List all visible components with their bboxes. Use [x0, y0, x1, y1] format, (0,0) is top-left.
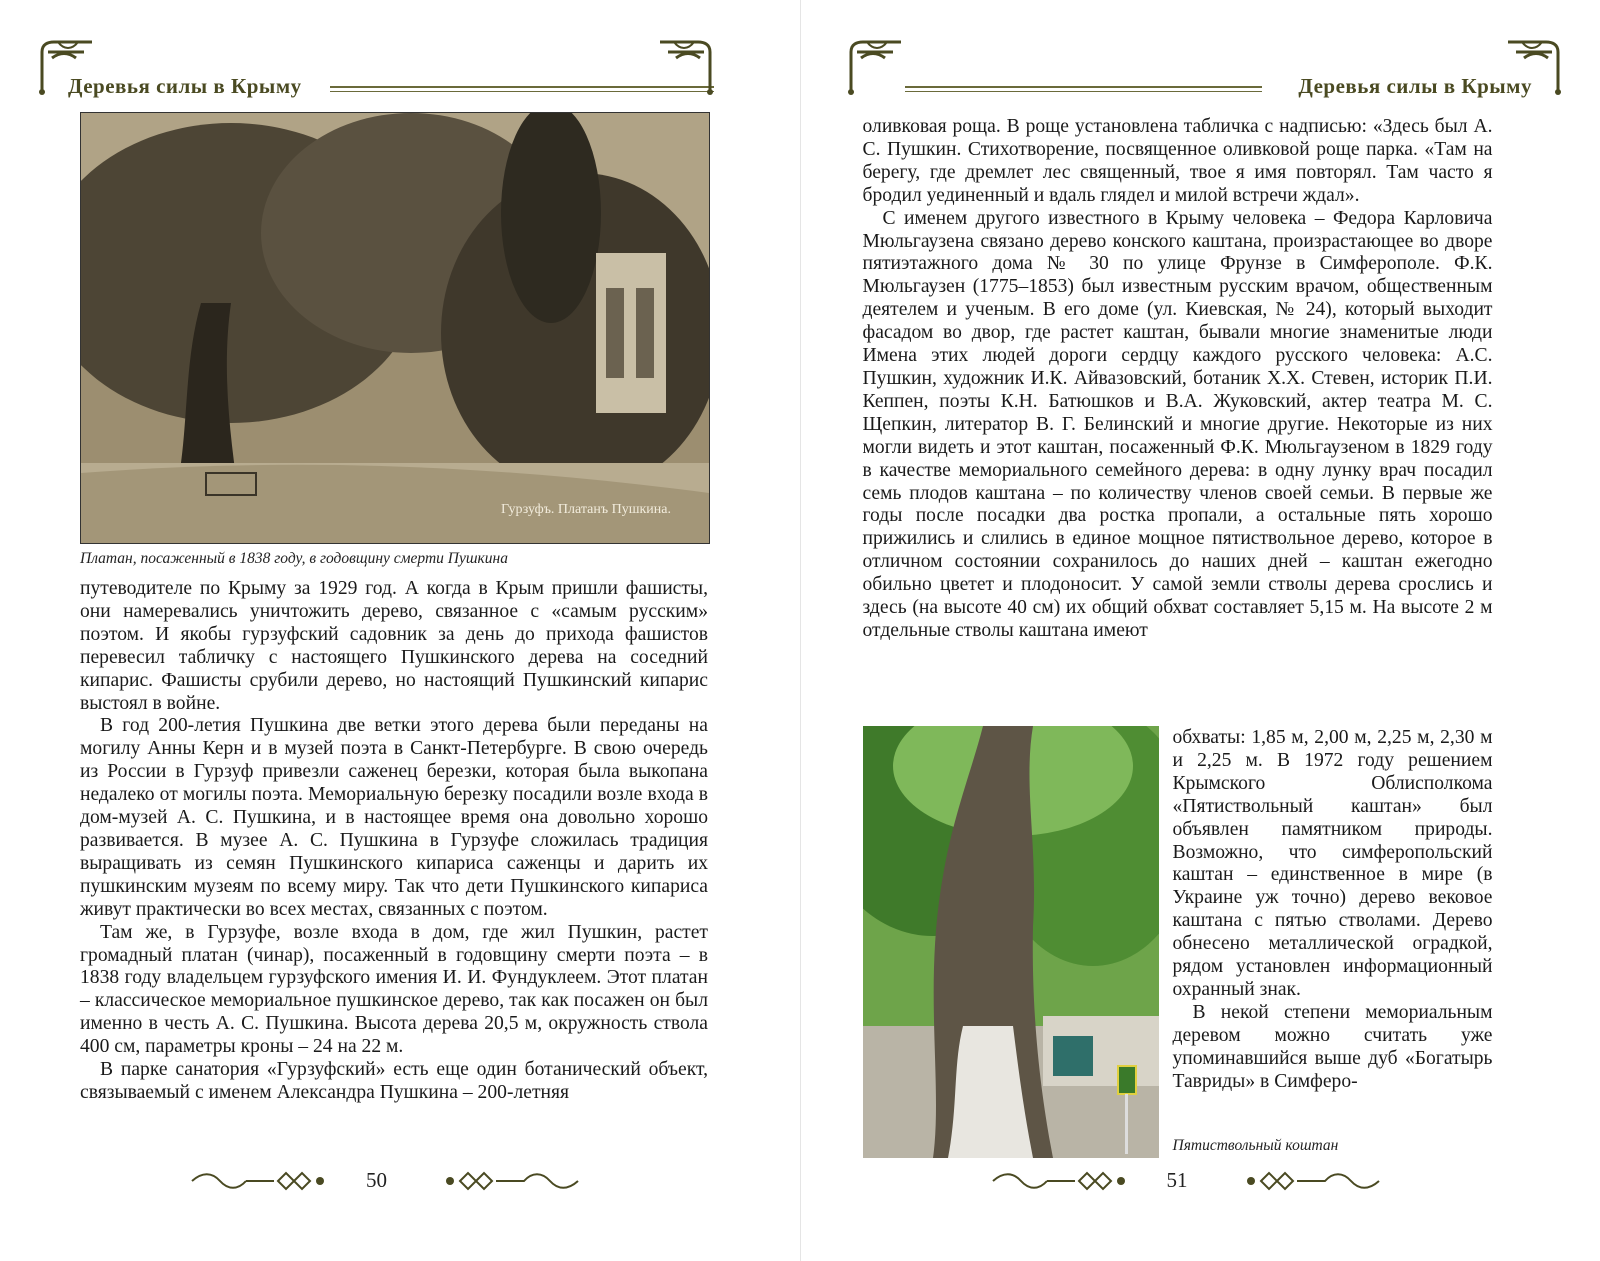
paragraph: В год 200-летия Пушкина две ветки этого дерева были переданы на могилу Анны Керн и в музей поэта в Санкт-Петербурге. В свою очередь из России в Гурзуф привезли саженец березки, которая была выкопана недалеко от могилы поэта. Мемориальную березку посадили возле входа в дом-музей А. С. Пушкина, и в настоящее время она довольно хорошо развивается. В музее А. С. Пушкина в Гурзуфе сложилась традиция выращивать из семян Пушкинского кипариса саженцы и дарить их пушкинским музеям по всему миру. Так что дети Пушкинского кипариса живут практически во всех местах, связанных с поэтом. — [80, 715, 708, 920]
paragraph: В парке санатория «Гурзуфский» есть еще один ботанический объект, связываемый с именем Александра Пушкина – 200-летняя — [80, 1059, 708, 1103]
corner-ornament-icon — [847, 38, 905, 98]
right-body-text — [863, 116, 1493, 643]
right-side-text — [1173, 727, 1493, 1094]
page-header — [839, 38, 1563, 108]
platan-photo — [80, 112, 710, 544]
right-page — [801, 0, 1600, 1261]
running-title: Деревья силы в Крыму — [68, 74, 302, 98]
photo-caption: Платан, посаженный в 1838 году, в годовщину смерти Пушкина — [80, 550, 508, 567]
footer-ornament-icon — [991, 1170, 1131, 1192]
sepia-tree-image — [81, 113, 709, 543]
left-body-text — [80, 578, 708, 1105]
paragraph: путеводителе по Крыму за 1929 год. А когда в Крым пришли фашисты, они намеревались уничтожить дерево, связанное с «самым русским» поэтом. И якобы гурзуфский садовник за день до прихода фашистов перевесил табличку с настоящего Пушкинского дерева на соседний кипарис. Фашисты срубили дерево, но настоящий Пушкинский кипарис выстоял в войне. — [80, 578, 708, 714]
page-number: 51 — [1166, 1168, 1188, 1192]
corner-ornament-icon — [1504, 38, 1562, 98]
paragraph: Там же, в Гурзуфе, возле входа в дом, где жил Пушкин, растет громадный платан (чинар), посаженный в годовщину смерти поэта – в 1838 году владельцем гурзуфского имения И. И. Фундуклеем. Этот платан – классическое мемориальное пушкинское дерево, так как посажен он был именно в честь А. С. Пушкина. Высота дерева 20,5 м, окружность ствола 400 см, параметры кроны – 24 на 22 м. — [80, 921, 708, 1058]
header-rule — [905, 86, 1263, 88]
footer-ornament-icon — [190, 1170, 330, 1192]
paragraph: В некой степени мемориальным деревом можно считать уже упоминавшийся выше дуб «Богатырь Тавриды» в Симферо- — [1172, 1001, 1493, 1092]
photo-caption: Пятиствольный коштан — [1172, 1137, 1339, 1154]
paragraph: С именем другого известного в Крыму человека – Федора Карловича Мюльгаузена связано дерево конского каштана, произрастающее во дворе пятиэтажного дома № 30 по улице Фрунзе в Симферополе. Ф.К. Мюльгаузен (1775–1853) был известным русским врачом, общественным деятелем и ученым. В его доме (ул. Киевская, № 24), который выходит фасадом во двор, где растет каштан, бывали многие знаменитые люди Имена этих людей дороги сердцу каждого русского человека: А.С. Пушкин, художник И.К. Айвазовский, ботаник Х.Х. Стевен, историк П.И. Кеппен, поэты К.Н. Батюшков и В.А. Жуковский, актер театра М. С. Щепкин, литератор В. Г. Белинский и многие другие. Некоторые из них могли видеть и этот каштан, посаженный Ф.К. Мюльгаузеном в 1829 году в качестве мемориального семейного дерева: в одну лунку врач посадил семь плодов каштана – по количеству членов своей семьи. В первые же годы после посадки два ростка пропали, а остальные пять хорошо прижились и слились в единое мощное пятиствольное дерево, которое в отличном состоянии сохранилось до наших дней – каштан ежегодно обильно цветет и плодоносит. У самой земли стволы дерева срослись и здесь (на высоте 40 см) их общий обхват составляет 5,15 м. На высоте 2 м отдельные стволы каштана имеют — [862, 207, 1493, 641]
corner-ornament-icon — [656, 38, 714, 98]
page-footer — [190, 1166, 710, 1196]
paragraph: обхваты: 1,85 м, 2,00 м, 2,25 м, 2,30 м и 2,25 м. В 1972 году решением Крымского Облисполкома «Пятиствольный каштан» был объявлен памятником природы. Возможно, что симферопольский каштан – единственное в мире (в Украине уж точно) дерево вековое каштана с пятью стволами. Дерево обнесено металлической оградкой, рядом установлен информационный охранный знак. — [1172, 727, 1493, 1000]
green-tree-image — [863, 726, 1159, 1158]
page-header — [38, 38, 762, 108]
page-number: 50 — [366, 1168, 387, 1192]
footer-ornament-icon — [1241, 1170, 1381, 1192]
photo-label: Гурзуфъ. Платанъ Пушкина. — [501, 502, 672, 517]
running-title: Деревья силы в Крыму — [1298, 74, 1532, 98]
footer-ornament-icon — [440, 1170, 580, 1192]
paragraph: оливковая роща. В роще установлена табличка с надписью: «Здесь был А. С. Пушкин. Стихотворение, посвященное оливковой роще парка. «Там на берегу, где дремлет лес священный, твое я имя повторял. Там часто я бродил уединенный и вдаль глядел и милой встречи ждал». — [862, 116, 1493, 206]
page-footer — [991, 1166, 1511, 1196]
chestnut-photo — [863, 726, 1159, 1158]
